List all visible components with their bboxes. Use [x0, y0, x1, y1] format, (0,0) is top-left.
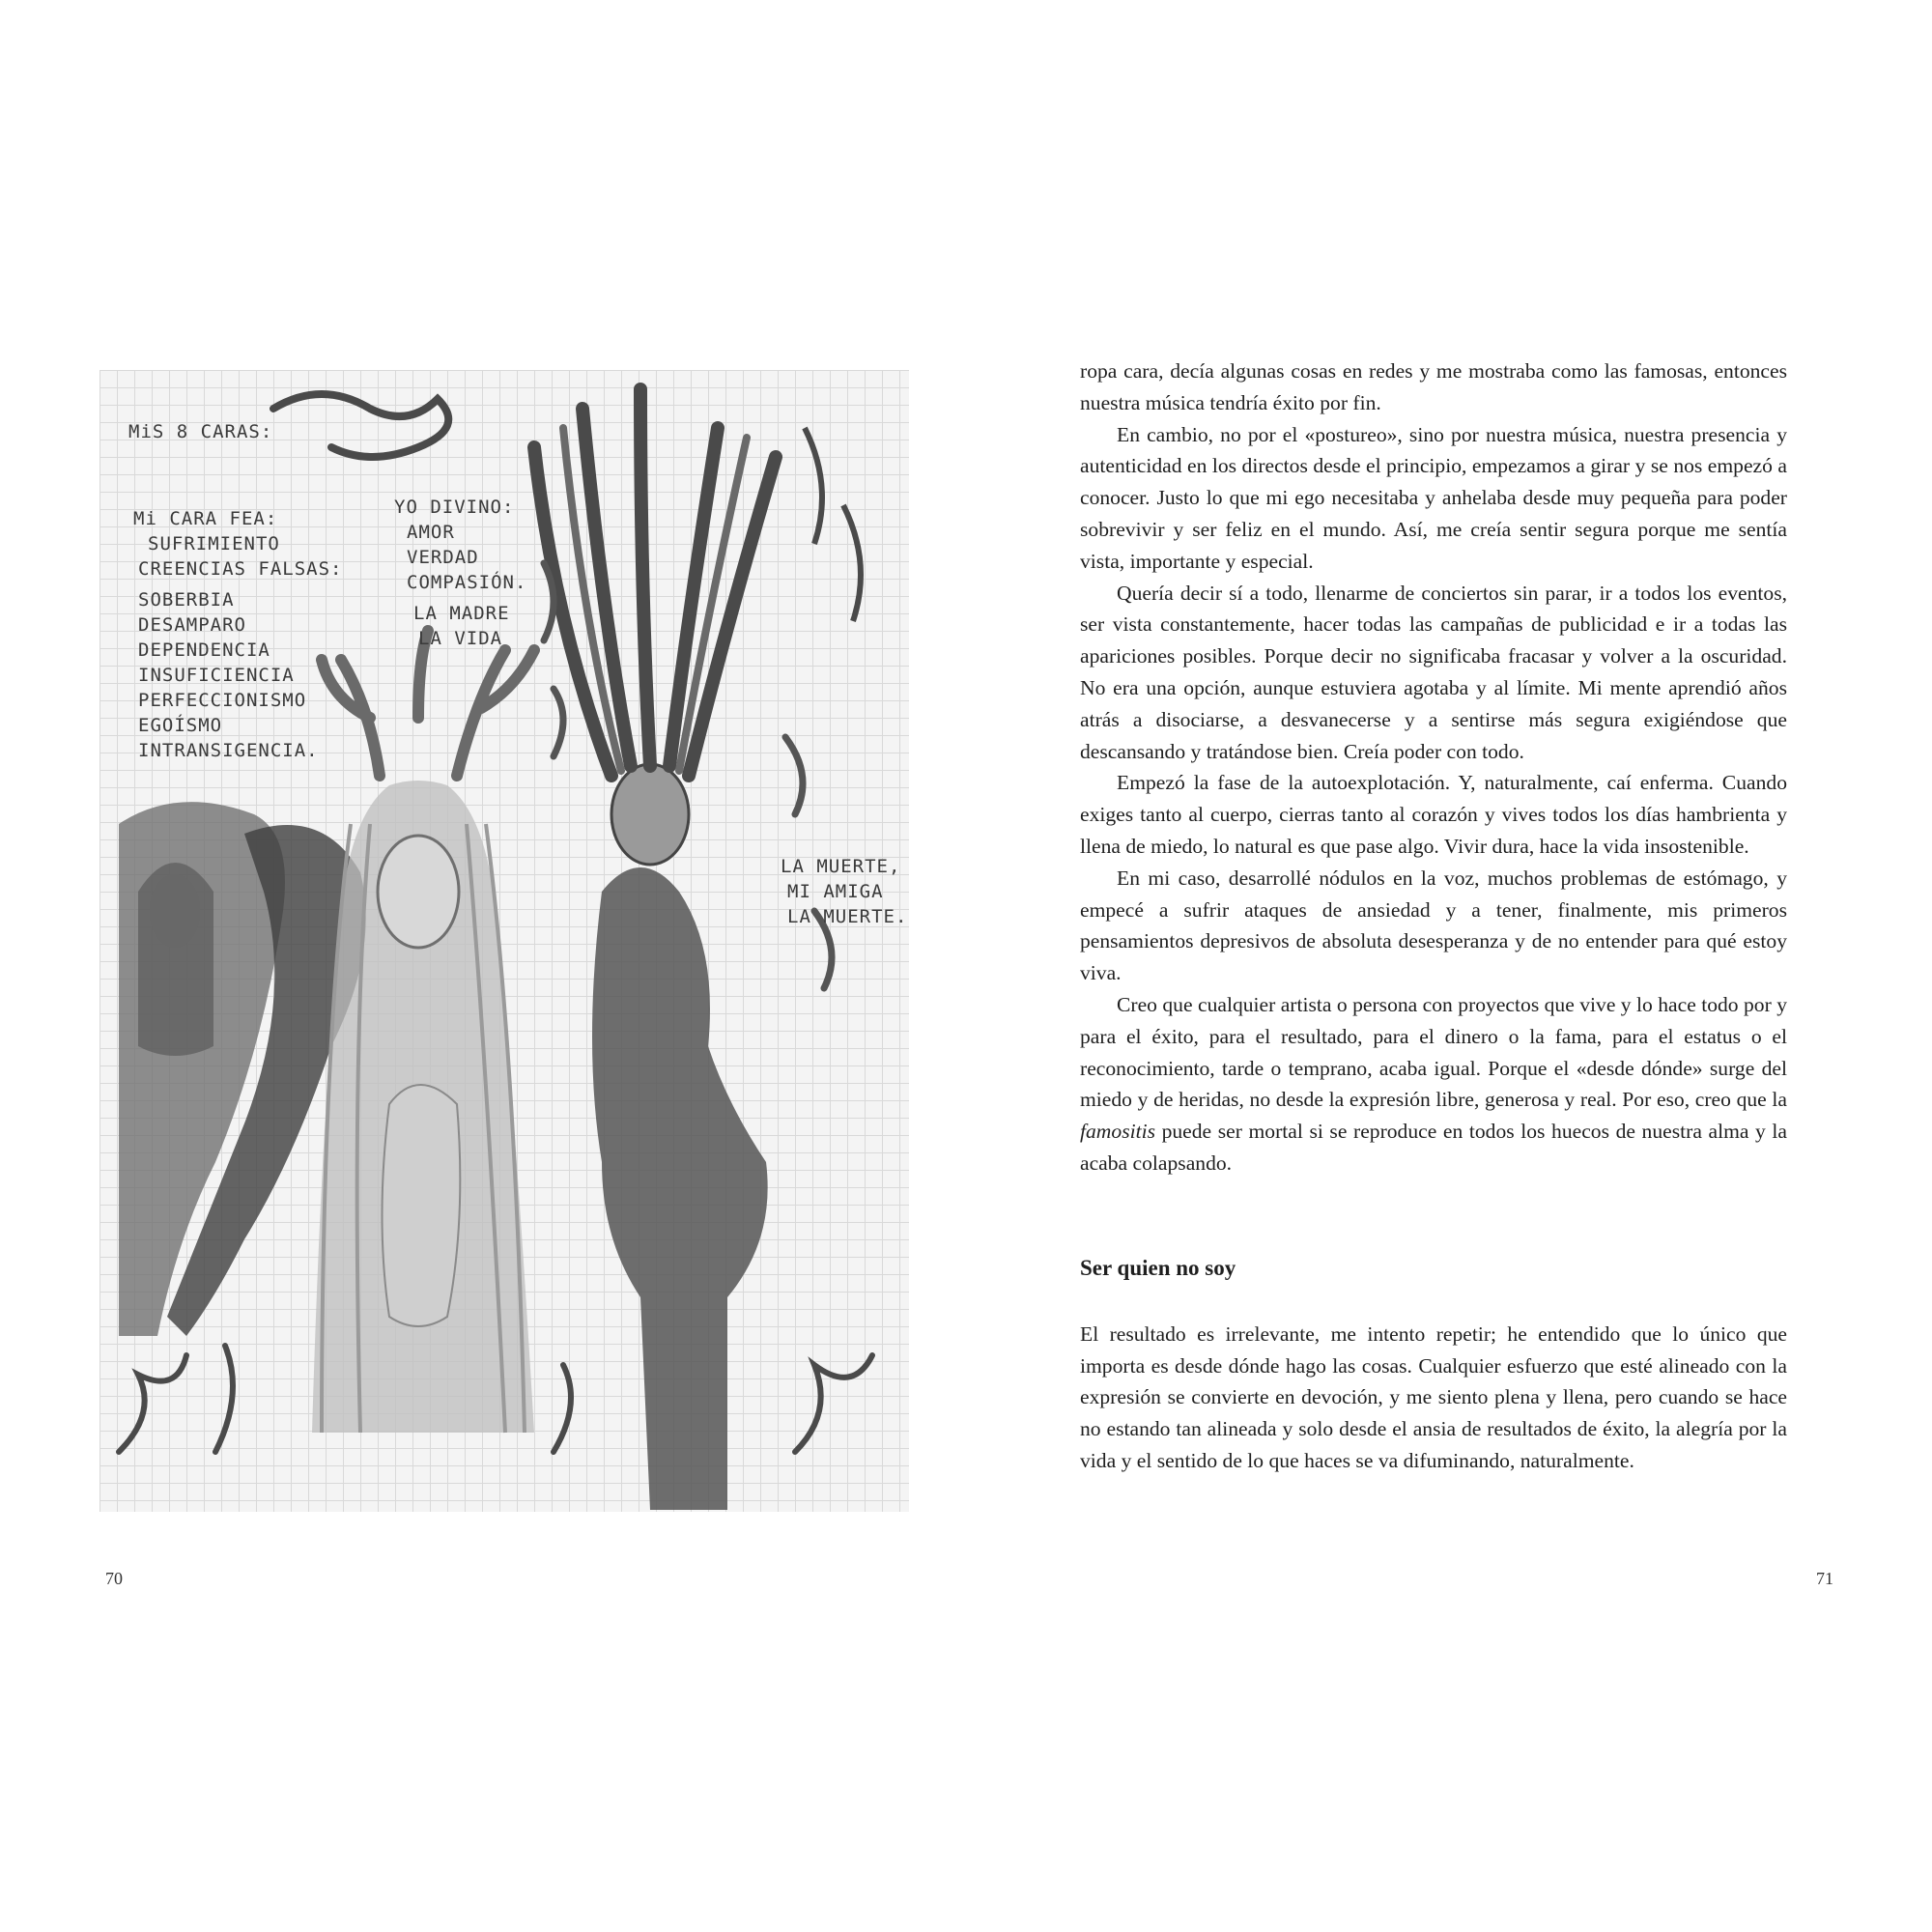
body-paragraph-with-italic [1080, 989, 1787, 1179]
right-list-item: MI AMIGA [787, 881, 884, 902]
hand-drawn-illustration [99, 370, 909, 1512]
middle-list-item: AMOR [407, 522, 455, 543]
illustration-title-label: MiS 8 CARAS: [128, 421, 273, 442]
left-list-item: SUFRIMIENTO [148, 533, 280, 554]
middle-list-item: COMPASIÓN. [407, 572, 527, 593]
italic-term: famositis [1080, 1120, 1155, 1144]
left-list-item: DEPENDENCIA [138, 639, 270, 661]
right-list-item: LA MUERTE, [781, 856, 901, 877]
left-list-item: SOBERBIA [138, 589, 235, 611]
left-list-item: CREENCIAS FALSAS: [138, 558, 343, 580]
right-list-item: LA MUERTE. [787, 906, 908, 927]
left-list-item: EGOÍSMO [138, 715, 223, 736]
paragraph-text: Creo que cualquier artista o persona con proyectos que vive y lo hace todo por y para el éxito, para el resultado, para el dinero o la fama, para el estatus o el reconocimiento, tarde o temprano, acaba igual. Porque el «desde dónde» surge del miedo y de heridas, no desde la expresión libre, generosa y real. Por eso, creo que la [1080, 992, 1787, 1112]
body-paragraph: Quería decir sí a todo, llenarme de conciertos sin parar, ir a todos los eventos, ser vista constantemente, hacer todas las campañas de publicidad e ir a todas las apariciones posibles. Porque decir no significaba fracasar y volver a la oscuridad. No era una opción, aunque estuviera agotaba y al límite. Mi mente aprendió años atrás a disociarse, a desvanecerse y a sentirse más segura exigiéndose que descansando y tratándose bien. Creía poder con todo. [1080, 581, 1787, 763]
body-paragraph: En cambio, no por el «postureo», sino por nuestra música, nuestra presencia y autenticidad en los directos desde el principio, empezamos a girar y se nos empezó a conocer. Justo lo que mi ego necesitaba y anhelaba desde muy pequeña para poder sobrevivir y ser feliz en el mundo. Así, me creía sentir segura porque me sentía vista, importante y especial. [1080, 422, 1787, 573]
body-paragraph: ropa cara, decía algunas cosas en redes y me mostraba como las famosas, entonces nuestra música tendría éxito por fin. [1080, 359, 1787, 414]
body-text-column [1080, 355, 1787, 1477]
body-paragraph: El resultado es irrelevante, me intento repetir; he entendido que lo único que importa es desde dónde hago las cosas. Cualquier esfuerzo que esté alineado con la expresión se convierte en devoción, y me siento plena y llena, pero cuando se hace no estando tan alineada y solo desde el ansia de resultados de éxito, la alegría por la vida y el sentido de lo que haces se va difuminando, naturalmente. [1080, 1321, 1787, 1472]
middle-list-item: LA VIDA [418, 628, 503, 649]
middle-list-item: VERDAD [407, 547, 479, 568]
left-list-item: Mi CARA FEA: [133, 508, 278, 529]
body-paragraph: En mi caso, desarrollé nódulos en la voz, muchos problemas de estómago, y empecé a sufrir ataques de ansiedad y a tener, finalmente, mis primeros pensamientos depresivos de absoluta desesperanza y de no entender para qué estoy viva. [1080, 866, 1787, 985]
paragraph-text: puede ser mortal si se reproduce en todos los huecos de nuestra alma y la acaba colapsando. [1080, 1120, 1787, 1175]
page-number-right: 71 [1816, 1569, 1833, 1588]
body-paragraph: Empezó la fase de la autoexplotación. Y, naturalmente, caí enferma. Cuando exiges tanto al cuerpo, cierras tanto al corazón y vives todos los días hambrienta y llena de miedo, lo natural es que pase algo. Vivir dura, hace la vida insostenible. [1080, 771, 1787, 858]
left-list-item: INSUFICIENCIA [138, 665, 295, 686]
section-heading: Ser quien no soy [1080, 1255, 1236, 1280]
middle-list-item: LA MADRE [413, 603, 510, 624]
left-list-item: DESAMPARO [138, 614, 246, 636]
left-list-item: PERFECCIONISMO [138, 690, 307, 711]
page-number-left: 70 [105, 1569, 123, 1588]
left-list-item: INTRANSIGENCIA. [138, 740, 319, 761]
illustration-drawing [99, 370, 909, 1512]
middle-list-item: YO DIVINO: [394, 497, 515, 518]
